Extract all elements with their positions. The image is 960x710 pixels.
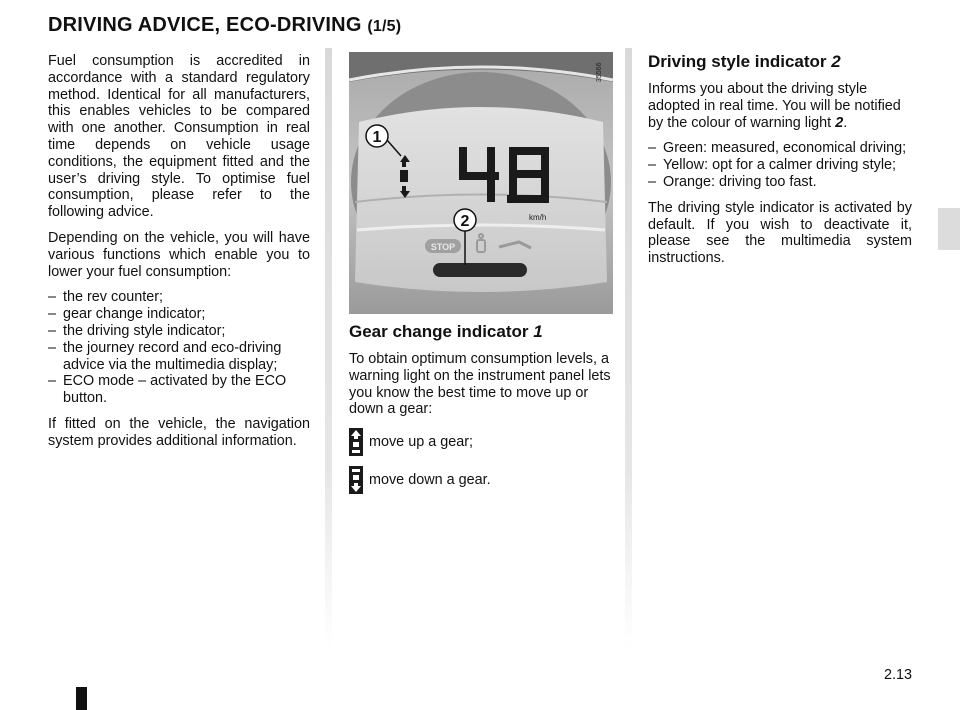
- page-number: 2.13: [883, 667, 912, 683]
- gear-change-heading-text: Gear change indicator: [349, 322, 529, 341]
- functions-list: [48, 289, 310, 407]
- driving-style-light: [433, 263, 527, 277]
- title-text: DRIVING ADVICE, ECO-DRIVING: [48, 14, 362, 36]
- gear-change-heading: [349, 322, 613, 342]
- list-item: – ECO mode – activated by the ECO button.: [48, 373, 310, 407]
- driving-style-paragraph-end: .: [843, 114, 848, 131]
- section-tab: [938, 208, 960, 250]
- gear-down-text: move down a gear.: [369, 471, 491, 488]
- callout-1-label: 1: [372, 129, 382, 146]
- list-item: – Yellow: opt for a calmer driving style;: [648, 157, 912, 174]
- gear-down-line: [349, 466, 613, 494]
- title-suffix: (1/5): [367, 18, 402, 35]
- driving-style-heading-text: Driving style indicator: [648, 52, 827, 71]
- image-reference: 35566: [596, 62, 603, 82]
- gear-up-icon: [349, 428, 363, 456]
- column-driving-style: [648, 52, 912, 276]
- column-gear-change: [349, 322, 613, 504]
- gear-change-heading-ref: 1: [533, 322, 543, 341]
- page-marker: [76, 687, 87, 710]
- driving-style-paragraph: [648, 81, 912, 131]
- column-divider-right: [625, 48, 632, 648]
- instrument-panel-illustration: [349, 52, 613, 314]
- list-item: – the rev counter;: [48, 289, 310, 306]
- deactivate-paragraph: The driving style indicator is activated by default. If you wish to deactivate it, please see the multimedia system instructions.: [648, 199, 912, 267]
- list-item: – Orange: driving too fast.: [648, 174, 912, 191]
- list-item: – Green: measured, economical driving;: [648, 140, 912, 157]
- instrument-panel-figure: [349, 52, 613, 314]
- driving-style-heading: [648, 52, 912, 72]
- driving-style-colour-list: [648, 140, 912, 190]
- list-item: – the driving style indicator;: [48, 323, 310, 340]
- navigation-paragraph: If fitted on the vehicle, the navigation system provides additional information.: [48, 415, 310, 449]
- stop-label: STOP: [430, 242, 456, 252]
- callout-2-label: 2: [460, 213, 470, 230]
- speed-unit: km/h: [529, 213, 547, 222]
- gear-down-icon: [349, 466, 363, 494]
- gear-up-line: [349, 428, 613, 456]
- list-item: – gear change indicator;: [48, 306, 310, 323]
- page-title: [48, 14, 401, 37]
- list-item: – the journey record and eco-driving advice via the multimedia display;: [48, 340, 310, 374]
- driving-style-heading-ref: 2: [831, 52, 841, 71]
- gear-change-paragraph: To obtain optimum consumption levels, a warning light on the instrument panel lets you know the best time to move up or down a gear:: [349, 351, 611, 418]
- functions-paragraph: Depending on the vehicle, you will have various functions which enable you to lower your fuel consumption:: [48, 229, 310, 280]
- intro-paragraph: Fuel consumption is accredited in accordance with a standard regulatory method. Identical for all manufacturers, this enables vehicles to be compared with one another. Consumption in real time depends on vehicle usage conditions, the equipment fitted and the user’s driving style. To optimise fuel consumption, please refer to the following advice.: [48, 53, 310, 221]
- column-divider-left: [325, 48, 332, 648]
- column-intro: [48, 53, 310, 459]
- driving-style-paragraph-ref: 2: [835, 114, 844, 131]
- driving-style-paragraph-text: Informs you about the driving style adopted in real time. You will be notified by the colour of warning light: [648, 81, 901, 131]
- gear-up-text: move up a gear;: [369, 433, 473, 450]
